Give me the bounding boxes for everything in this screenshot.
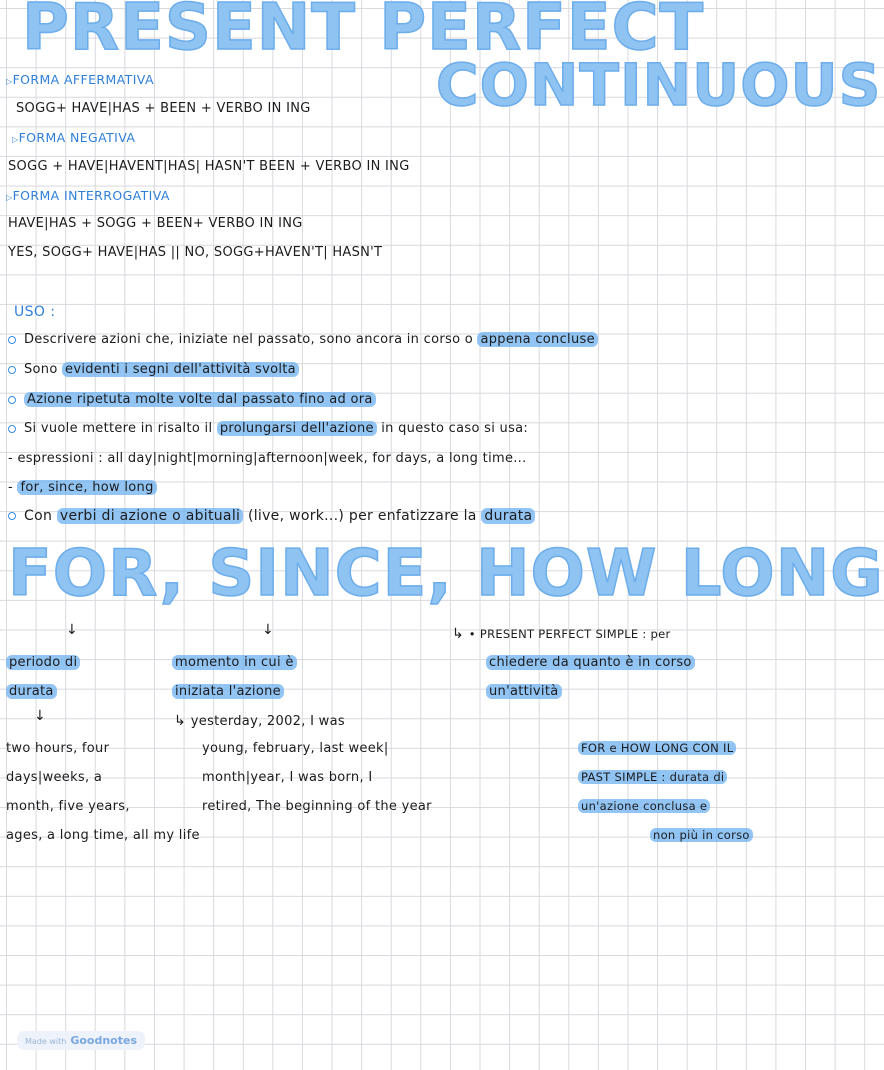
- col2-heading: iniziata l'azione: [172, 684, 284, 699]
- form-line: YES, SOGG+ HAVE|HAS || NO, SOGG+HAVEN'T| HASN'T: [8, 245, 383, 260]
- arrow-down-icon: ↓: [262, 622, 274, 638]
- section-title: FOR, SINCE, HOW LONG: [8, 537, 884, 611]
- arrow-right-icon: ↳: [452, 626, 469, 642]
- form-heading-affermativa: ▷FORMA AFFERMATIVA: [6, 72, 154, 87]
- form-heading-negativa: ▷FORMA NEGATIVA: [12, 130, 136, 145]
- col1-heading: periodo di: [6, 655, 80, 670]
- list-item: Descrivere azioni che, iniziate nel passato, sono ancora in corso o appena concluse: [8, 332, 598, 347]
- col2-line: young, february, last week|: [202, 741, 389, 756]
- bullet-icon: [8, 396, 16, 404]
- col2-heading: momento in cui è: [172, 655, 297, 670]
- list-item: Si vuole mettere in risalto il prolungarsi dell'azione in questo caso si usa:: [8, 421, 528, 436]
- bullet-icon: [8, 366, 16, 374]
- list-item: Con verbi di azione o abituali (live, work...) per enfatizzare la durata: [8, 508, 535, 524]
- col2-line: month|year, I was born, I: [202, 770, 373, 785]
- arrow-right-icon: ↳: [174, 713, 191, 729]
- note-line: un'azione conclusa e: [578, 799, 710, 813]
- col2-line: ↳ yesterday, 2002, I was: [174, 713, 345, 729]
- form-line: SOGG + HAVE|HAVENT|HAS| HASN'T BEEN + VERBO IN ING: [8, 159, 410, 174]
- page-title: PRESENT PERFECT: [22, 0, 705, 65]
- col1-line: month, five years,: [6, 799, 130, 814]
- bullet-icon: [8, 512, 16, 520]
- form-line: HAVE|HAS + SOGG + BEEN+ VERBO IN ING: [8, 216, 303, 231]
- form-heading-interrogativa: ▷FORMA INTERROGATIVA: [6, 188, 170, 203]
- list-item: Sono evidenti i segni dell'attività svolta: [8, 362, 299, 377]
- col3-line: un'attività: [486, 684, 562, 699]
- list-item: Azione ripetuta molte volte dal passato fino ad ora: [8, 392, 376, 407]
- col3-line: chiedere da quanto è in corso: [486, 655, 695, 670]
- col2-line: retired, The beginning of the year: [202, 799, 432, 814]
- form-line: SOGG+ HAVE|HAS + BEEN + VERBO IN ING: [16, 101, 311, 116]
- col1-line: two hours, four: [6, 741, 110, 756]
- note-line: PAST SIMPLE : durata di: [578, 770, 727, 784]
- dash-item: - for, since, how long: [8, 480, 157, 495]
- note-line: non più in corso: [650, 828, 753, 842]
- note-line: FOR e HOW LONG CON IL: [578, 741, 736, 755]
- goodnotes-badge: Made with Goodnotes: [17, 1031, 145, 1050]
- page-title-line-2: CONTINUOUS: [436, 51, 882, 119]
- arrow-down-icon: ↓: [66, 622, 78, 638]
- arrow-down-icon: ↓: [34, 708, 46, 724]
- uso-label: USO :: [14, 304, 56, 320]
- col1-line: ages, a long time, all my life: [6, 828, 200, 843]
- col3-heading: ↳ • PRESENT PERFECT SIMPLE : per: [452, 626, 671, 642]
- bullet-icon: [8, 336, 16, 344]
- bullet-icon: [8, 425, 16, 433]
- dash-item: - espressioni : all day|night|morning|afternoon|week, for days, a long time...: [8, 451, 527, 466]
- col1-line: days|weeks, a: [6, 770, 103, 785]
- col1-heading: durata: [6, 684, 57, 699]
